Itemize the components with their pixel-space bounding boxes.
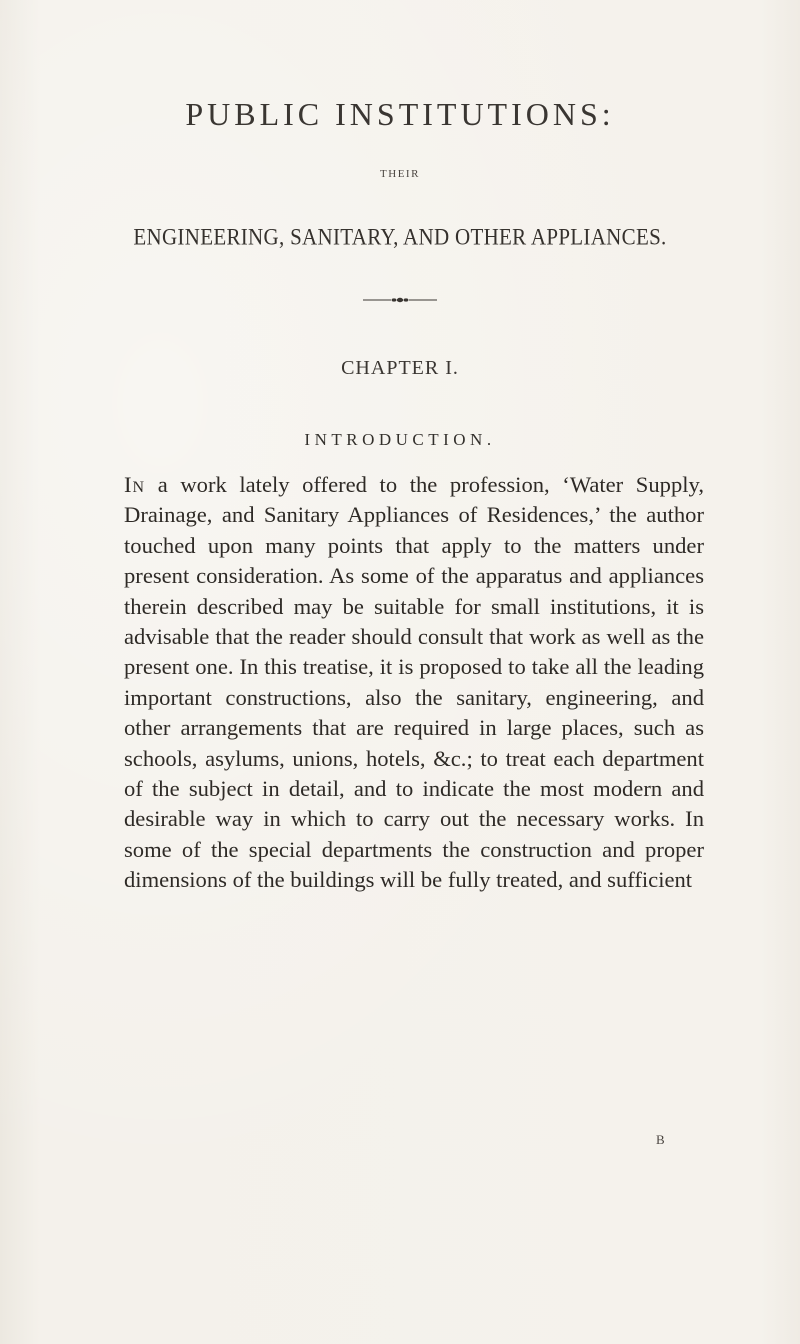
running-title: PUBLIC INSTITUTIONS: <box>185 96 615 132</box>
chapter-heading: CHAPTER I. <box>341 357 459 379</box>
section-heading: INTRODUCTION. <box>304 430 496 449</box>
opening-word: In <box>124 472 146 497</box>
paragraph-text: a work lately offered to the profession, ‘Water Supply, Drainage, and Sanitary Appliances of Residences,’ the author touched upon many points that apply to the matters under present consideration. As some of the apparatus and appliances therein described may be suitable for small institutions, it is advisable that the reader should consult that work as well as the present one. In this treatise, it is proposed to take all the leading important constructions, also the sanitary, engineering, and other arrangements that are required in large places, such as schools, asylums, unions, hotels, &c.; to treat each department of the subject in detail, and to indicate the most modern and desirable way in which to carry out the necessary works. In some of the special departments the construction and proper dimensions of the buildings will be fully treated, and sufficient <box>124 472 704 893</box>
signature-mark: B <box>656 1132 665 1147</box>
title-connector-their: THEIR <box>380 168 420 180</box>
body-paragraph <box>124 470 704 896</box>
book-subtitle: ENGINEERING, SANITARY, AND OTHER APPLIANCES. <box>133 224 667 250</box>
ornament-rule-divider <box>363 296 437 304</box>
